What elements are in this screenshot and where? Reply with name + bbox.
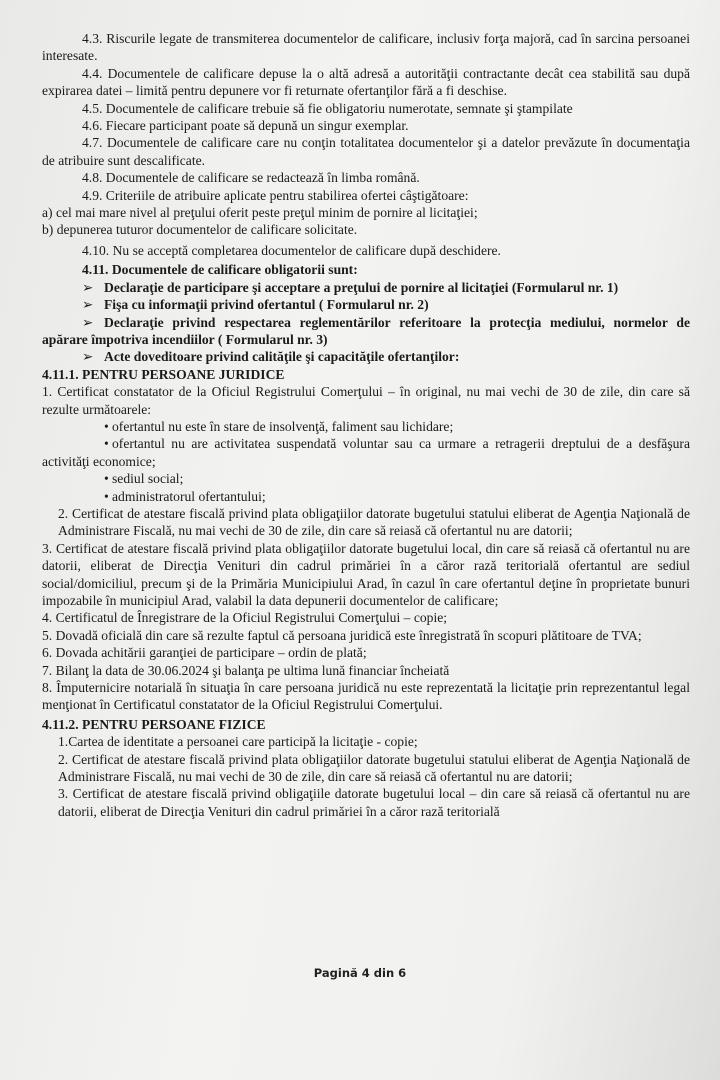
- pj-item-4: 4. Certificatul de Înregistrare de la Oficiul Registrului Comerţului – copie;: [42, 610, 448, 626]
- paragraph-4-8: 4.8. Documentele de calificare se redactează în limba română.: [82, 170, 420, 186]
- pj-bullet: [42, 488, 690, 505]
- pj-item-6: 6. Dovada achitării garanţiei de participare – ordin de plată;: [42, 645, 367, 661]
- bullet-dot-icon: •: [104, 436, 109, 452]
- paragraph-4-9: 4.9. Criteriile de atribuire aplicate pentru stabilirea ofertei câştigătoare:: [82, 187, 469, 203]
- pj-item-5: 5. Dovadă oficială din care să rezulte faptul că persoana juridică este înregistrată în scopuri plătitoare de TVA;: [42, 627, 642, 643]
- required-doc-item: [42, 314, 690, 349]
- pf-item-2: 2. Certificat de atestare fiscală privind plata obligaţiilor datorate bugetului statului eliberat de Agenţia Naţională de Administrare Fiscală, nu mai vechi de 30 de zile, din care să reiasă că ofertantul nu are datorii;: [58, 751, 690, 785]
- required-doc-text: Declaraţie privind respectarea reglementărilor referitoare la protecţia mediului, normelor de apărare împotriva incendiilor ( Formularul nr. 3): [42, 314, 690, 347]
- section-4-11-2-heading: 4.11.2. PENTRU PERSOANE FIZICE: [42, 716, 266, 732]
- paragraph-4-6: 4.6. Fiecare participant poate să depună un singur exemplar.: [82, 118, 409, 134]
- pj-bullet: [42, 435, 690, 470]
- page-number: Pagină 4 din 6: [313, 966, 407, 980]
- paragraph-4-7: 4.7. Documentele de calificare care nu conţin totalitatea documentelor şi a datelor prevăzute în documentaţia de atribuire sunt descalificate.: [42, 135, 690, 168]
- document-body: [42, 30, 690, 820]
- pj-item-2: 2. Certificat de atestare fiscală privind plata obligaţiilor datorate bugetului statului eliberat de Agenţia Naţională de Administrare Fiscală, nu mai vechi de 30 de zile, din care să reiasă că ofertantul nu are datorii;: [58, 505, 690, 539]
- pj-bullet-text: sediul social;: [112, 471, 184, 487]
- bullet-dot-icon: •: [104, 418, 109, 434]
- required-doc-item: [42, 296, 690, 313]
- pj-item-8: 8. Împuternicire notarială în situaţia în care persoana juridică nu este reprezentată la licitaţie prin reprezentantul legal menţionat în Certificatul constatator de la Oficiul Registrului Comerţului.: [42, 680, 690, 713]
- criterion-b: b) depunerea tuturor documentelor de calificare solicitate.: [42, 222, 358, 238]
- section-4-11-heading: 4.11. Documentele de calificare obligatorii sunt:: [82, 262, 358, 278]
- pj-item-7: 7. Bilanţ la data de 30.06.2024 şi balanţa pe ultima lună financiar încheiată: [42, 662, 450, 678]
- arrow-bullet-icon: ➢: [82, 279, 94, 295]
- required-doc-text: Declaraţie de participare şi acceptare a preţului de pornire al licitaţiei (Formularul nr. 1): [104, 279, 619, 295]
- paragraph-4-5: 4.5. Documentele de calificare trebuie să fie obligatoriu numerotate, semnate şi ştampilate: [82, 100, 573, 116]
- pj-bullet-text: administratorul ofertantului;: [112, 488, 266, 504]
- pj-bullet: [42, 470, 690, 487]
- arrow-bullet-icon: ➢: [82, 349, 94, 365]
- pj-bullet: [42, 418, 690, 435]
- bullet-dot-icon: •: [104, 471, 109, 487]
- pj-bullet-text: ofertantul nu este în stare de insolvenţă, faliment sau lichidare;: [112, 418, 454, 434]
- pf-item-3: 3. Certificat de atestare fiscală privind obligaţiile datorate bugetului local – din care să reiasă că ofertantul nu are datorii, eliberat de Direcţia Venituri din cadrul primăriei în a căror rază teritorială: [58, 786, 690, 819]
- required-doc-item: [42, 348, 690, 365]
- required-doc-item: [42, 279, 690, 296]
- criterion-a: a) cel mai mare nivel al preţului oferit peste preţul minim de pornire al licitaţiei;: [42, 205, 478, 221]
- arrow-bullet-icon: ➢: [82, 297, 94, 313]
- paragraph-4-3: 4.3. Riscurile legate de transmiterea documentelor de calificare, inclusiv forţa majoră, cad în sarcina persoanei interesate.: [42, 31, 690, 64]
- section-4-11-1-heading: 4.11.1. PENTRU PERSOANE JURIDICE: [42, 366, 285, 382]
- arrow-bullet-icon: ➢: [82, 314, 94, 330]
- pf-item-1: 1.Cartea de identitate a persoanei care participă la licitaţie - copie;: [58, 734, 418, 750]
- required-doc-text: Fişa cu informaţii privind ofertantul ( Formularul nr. 2): [104, 297, 429, 313]
- paragraph-4-10: 4.10. Nu se acceptă completarea documentelor de calificare după deschidere.: [82, 242, 501, 258]
- pj-bullet-text: ofertantul nu are activitatea suspendată voluntar sau ca urmare a retragerii dreptului de a desfăşura activităţi economice;: [42, 436, 690, 469]
- pj-item-3: 3. Certificat de atestare fiscală privind plata obligaţiilor datorate bugetului local, din care să reiasă că ofertantul nu are datorii, eliberat de Direcţia Venituri din cadrul primăriei în a căror rază teritorială ofertantul are sediul social/domiciliul, precum şi de la Primăria Municipiului Arad, în cazul în care ofertantul deţine în proprietate bunuri impozabile în municipiul Arad, valabil la data depunerii documentelor de calificare;: [42, 540, 690, 608]
- pj-item-1: 1. Certificat constatator de la Oficiul Registrului Comerţului – în original, nu mai vechi de 30 de zile, din care să rezulte următoarele:: [42, 384, 690, 417]
- required-doc-text: Acte doveditoare privind calităţile şi capacităţile ofertanţilor:: [104, 349, 460, 365]
- bullet-dot-icon: •: [104, 488, 109, 504]
- paragraph-4-4: 4.4. Documentele de calificare depuse la o altă adresă a autorităţii contractante decât cea stabilită sau după expirarea datei – limită pentru depunere vor fi returnate ofertanţilor fără a fi deschise.: [42, 65, 690, 99]
